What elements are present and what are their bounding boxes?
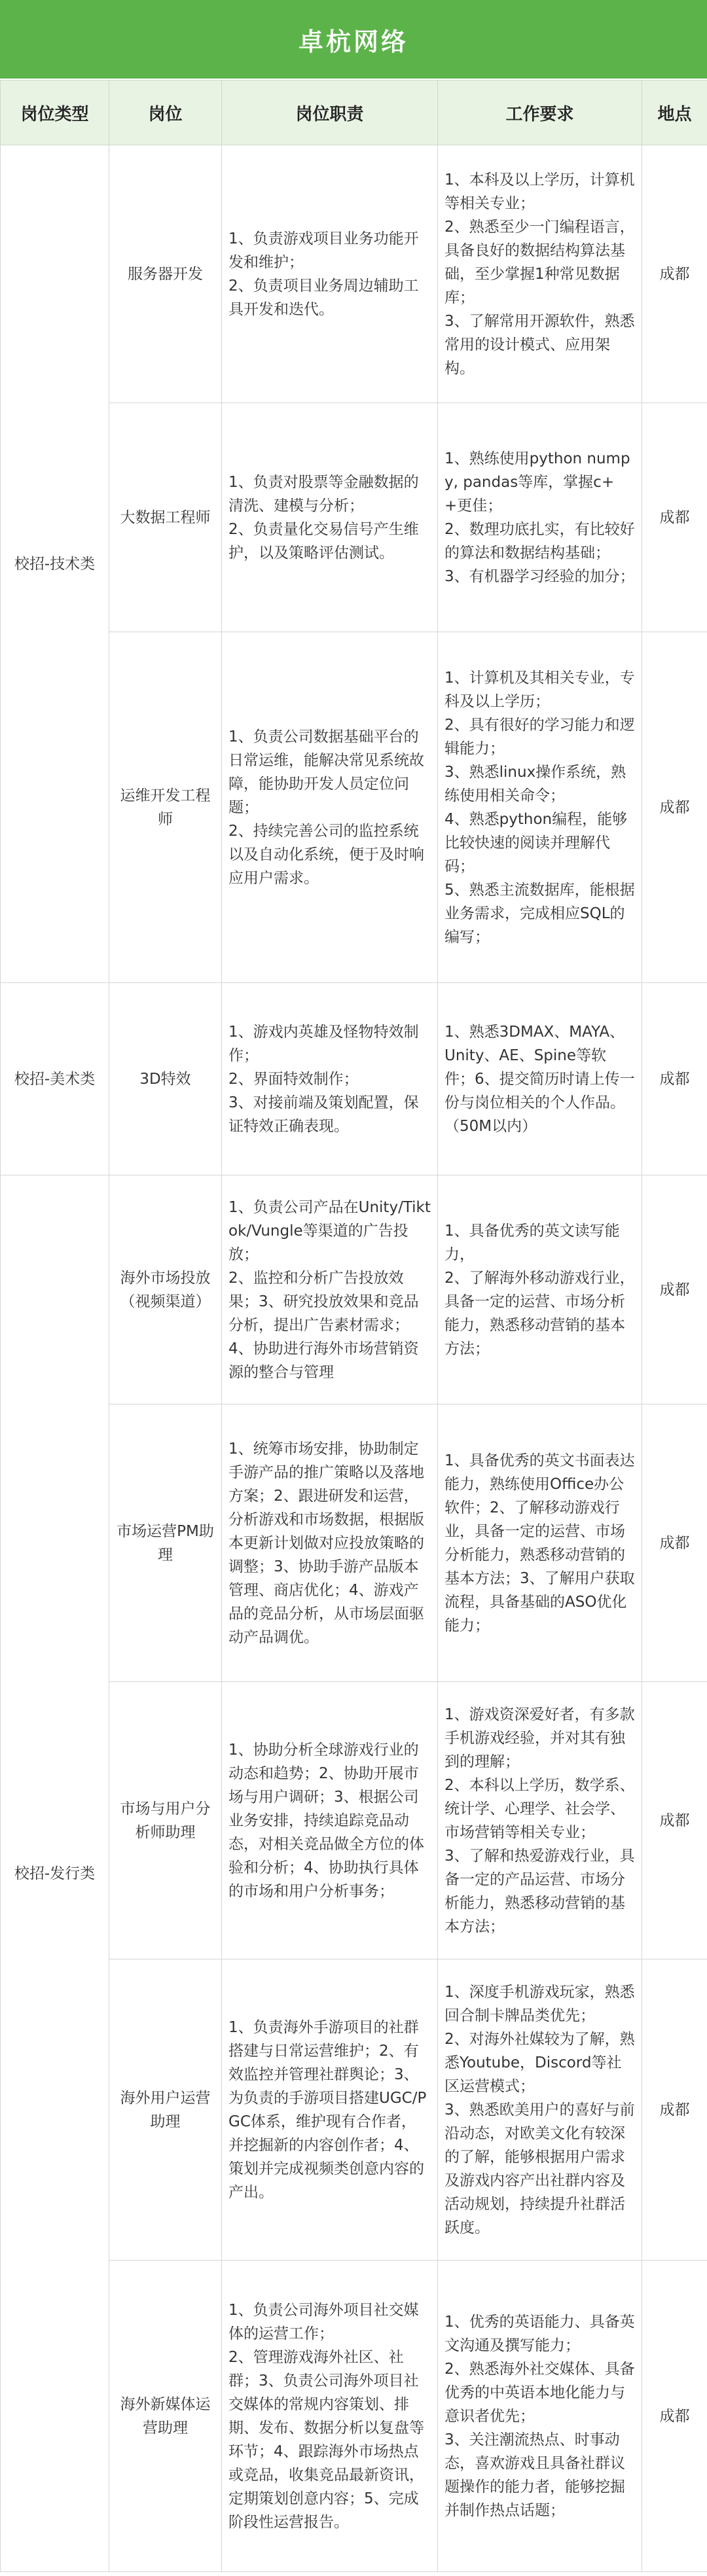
job-duties [222,1682,438,1959]
duty-line: 1、游戏内英雄及怪物特效制作； [228,1023,419,1064]
table-header-row [1,80,707,145]
job-location: 成都 [642,1682,707,1959]
duty-line: 1、负责海外手游项目的社群搭建与日常运营维护；2、有效监控并管理社群舆论；3、为负责的手游项目搭建UGC/PGC体系，维护现有合作者，并挖掘新的内容创作者；4、策划并完成视频类创意内容的产出。 [228,2018,427,2201]
requirement-line: 1、优秀的英语能力、具备英文沟通及撰写能力； [444,2313,635,2354]
requirement-line: 3、了解常用开源软件，熟悉常用的设计模式、应用架构。 [444,312,635,377]
requirement-line: 2、数理功底扎实，有比较好的算法和数据结构基础； [444,520,635,562]
requirement-line: 4、熟悉python编程，能够比较快速的阅读并理解代码； [444,810,628,875]
duty-line: 1、协助分析全球游戏行业的动态和趋势；2、协助开展市场与用户调研；3、根据公司业务安排，持续追踪竞品动态，对相关竞品做全方位的体验和分析；4、协助执行具体的市场和用户分析事务； [228,1741,424,1900]
job-requirements [438,403,642,632]
job-requirements [438,1175,642,1404]
job-position: 服务器开发 [109,145,222,403]
job-position: 市场运营PM助理 [109,1404,222,1682]
job-location: 成都 [642,2261,707,2572]
page-title: 卓杭网络 [0,0,707,80]
job-duties [222,632,438,983]
job-requirements [438,1404,642,1682]
requirement-line: 3、有机器学习经验的加分； [444,567,635,585]
job-position: 3D特效 [109,983,222,1175]
job-category: 校招-发行类 [1,1175,109,2572]
job-duties [222,145,438,403]
job-category: 校招-技术类 [1,145,109,983]
requirement-line: 3、关注潮流热点、时事动态，喜欢游戏且具备社群议题操作的能力者，能够挖掘并制作热点话题； [444,2431,625,2519]
job-requirements [438,145,642,403]
requirement-line: 2、对海外社媒较为了解，熟悉Youtube，Discord等社区运营模式； [444,2030,635,2095]
job-category: 校招-美术类 [1,983,109,1175]
job-position: 大数据工程师 [109,403,222,632]
requirement-line: 1、计算机及其相关专业，专科及以上学历； [444,669,635,710]
table-row [1,983,707,1175]
job-position: 运维开发工程师 [109,632,222,983]
duty-line: 1、负责公司产品在Unity/Tiktok/Vungle等渠道的广告投放； [228,1198,431,1263]
job-duties [222,983,438,1175]
job-duties [222,1175,438,1404]
requirement-line: 3、熟悉linux操作系统，熟练使用相关命令； [444,763,626,804]
job-requirements [438,632,642,983]
jobs-table-body [1,145,707,2572]
duty-line: 1、负责公司海外项目社交媒体的运营工作； [228,2301,419,2342]
job-requirements [438,1959,642,2261]
header-position: 岗位 [109,80,222,145]
table-row [1,1175,707,1404]
requirement-line: 2、熟悉海外社交媒体、具备优秀的中英语本地化能力与意识者优先； [444,2360,635,2425]
requirement-line: 3、熟悉欧美用户的喜好与前沿动态，对欧美文化有较深的了解，能够根据用户需求及游戏内容产出社群内容及活动规划，持续提升社群活跃度。 [444,2101,635,2236]
duty-line: 2、负责量化交易信号产生维护，以及策略评估测试。 [228,520,419,562]
requirement-line: 1、熟悉3DMAX、MAYA、Unity、AE、Spine等软件；6、提交简历时请上传一份与岗位相关的个人作品。（50M以内） [444,1023,635,1135]
duty-line: 1、负责游戏项目业务功能开发和维护； [228,230,419,271]
requirement-line: 2、熟悉至少一门编程语言，具备良好的数据结构算法基础，至少掌握1种常见数据库； [444,218,635,306]
requirement-line: 1、具备优秀的英文书面表达能力，熟练使用Office办公软件；2、了解移动游戏行业，具备一定的运营、市场分析能力，熟悉移动营销的基本方法；3、了解用户获取流程，具备基础的ASO优化能力； [444,1452,635,1634]
job-position: 海外新媒体运营助理 [109,2261,222,2572]
duty-line: 1、负责公司数据基础平台的日常运维，能解决常见系统故障，能协助开发人员定位问题； [228,728,424,816]
duty-line: 2、监控和分析广告投放效果；3、研究投放效果和竞品分析，提出广告素材需求；4、协助进行海外市场营销资源的整合与管理 [228,1269,419,1381]
jobs-table [0,80,707,2572]
job-location: 成都 [642,1404,707,1682]
job-position: 海外用户运营助理 [109,1959,222,2261]
job-duties [222,2261,438,2572]
job-requirements [438,2261,642,2572]
requirement-line: 1、本科及以上学历，计算机等相关专业； [444,171,635,212]
job-requirements [438,983,642,1175]
table-row [1,145,707,403]
job-duties [222,403,438,632]
requirement-line: 5、熟悉主流数据库，能根据业务需求，完成相应SQL的编写； [444,881,635,946]
duty-line: 2、界面特效制作； [228,1070,359,1088]
requirement-line: 3、了解和热爱游戏行业，具备一定的产品运营、市场分析能力，熟悉移动营销的基本方法； [444,1847,635,1935]
job-location: 成都 [642,1959,707,2261]
duty-line: 2、持续完善公司的监控系统以及自动化系统，便于及时响应用户需求。 [228,822,424,887]
duty-line: 2、负责项目业务周边辅助工具开发和迭代。 [228,277,419,318]
requirement-line: 1、深度手机游戏玩家，熟悉回合制卡牌品类优先； [444,1983,635,2024]
job-duties [222,1404,438,1682]
duty-line: 1、统筹市场安排，协助制定手游产品的推广策略以及落地方案；2、跟进研发和运营，分析游戏和市场数据，根据版本更新计划做对应投放策略的调整；3、协助手游产品版本管理、商店优化；4、游戏产品的竞品分析，从市场层面驱动产品调优。 [228,1440,424,1646]
job-duties [222,1959,438,2261]
job-location: 成都 [642,145,707,403]
requirement-line: 1、游戏资深爱好者，有多款手机游戏经验，并对其有独到的理解； [444,1706,635,1770]
header-category: 岗位类型 [1,80,109,145]
job-position: 市场与用户分析师助理 [109,1682,222,1959]
requirement-line: 1、熟练使用python numpy, pandas等库，掌握c++更佳； [444,450,630,514]
requirement-line: 2、本科以上学历，数学系、统计学、心理学、社会学、市场营销等相关专业； [444,1776,635,1841]
job-location: 成都 [642,403,707,632]
header-duties: 岗位职责 [222,80,438,145]
job-location: 成都 [642,983,707,1175]
job-location: 成都 [642,1175,707,1404]
requirement-line: 2、具有很好的学习能力和逻辑能力； [444,716,635,757]
header-requirements: 工作要求 [438,80,642,145]
job-requirements [438,1682,642,1959]
header-location: 地点 [642,80,707,145]
duty-line: 1、负责对股票等金融数据的清洗、建模与分析； [228,473,419,514]
duty-line: 3、对接前端及策划配置，保证特效正确表现。 [228,1094,419,1135]
job-position: 海外市场投放（视频渠道） [109,1175,222,1404]
duty-line: 2、管理游戏海外社区、社群；3、负责公司海外项目社交媒体的常规内容策划、排期、发布、数据分析以复盘等环节；4、跟踪海外市场热点或竞品，收集竞品最新资讯，定期策划创意内容；5、完成阶段性运营报告。 [228,2348,424,2531]
requirement-line: 2、了解海外移动游戏行业，具备一定的运营、市场分析能力，熟悉移动营销的基本方法； [444,1269,635,1357]
requirement-line: 1、具备优秀的英文读写能力， [444,1222,620,1263]
job-location: 成都 [642,632,707,983]
